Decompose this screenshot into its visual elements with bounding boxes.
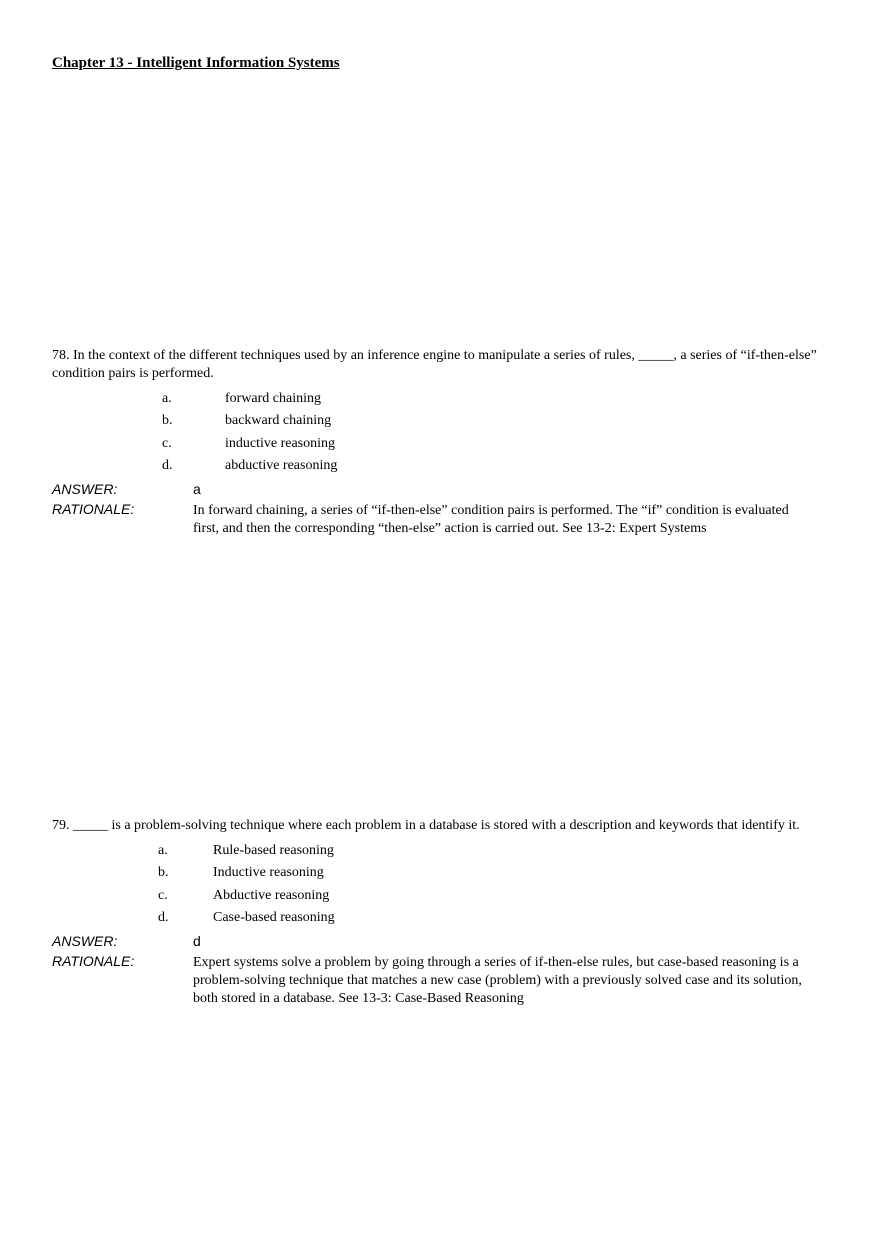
option-text: inductive reasoning — [225, 435, 336, 451]
option-text: abductive reasoning — [225, 458, 338, 474]
option-row-a — [52, 840, 828, 862]
chapter-title: Chapter 13 - Intelligent Information Systems — [52, 55, 340, 71]
answer-value: d — [193, 932, 201, 949]
option-text: Case-based reasoning — [213, 910, 335, 926]
option-text: Rule-based reasoning — [213, 843, 334, 858]
option-letter: a. — [162, 391, 172, 406]
option-row-c — [52, 885, 828, 907]
answer-label: ANSWER: — [52, 932, 118, 949]
option-letter: c. — [162, 435, 172, 451]
option-letter: b. — [158, 865, 169, 881]
rationale-row — [52, 500, 828, 538]
answer-row — [52, 478, 828, 500]
question-text — [52, 347, 828, 383]
question-block-79 — [52, 817, 828, 1008]
option-text: Inductive reasoning — [213, 865, 324, 881]
option-letter: c. — [158, 887, 168, 903]
rationale-label: RATIONALE: — [52, 952, 135, 969]
options-list — [52, 388, 828, 478]
answer-label: ANSWER: — [52, 480, 118, 497]
rationale-row — [52, 952, 828, 1008]
option-letter: d. — [158, 910, 169, 926]
rationale-text: In forward chaining, a series of “if-then-else” condition pairs is performed. The “if” condition is evaluated first, and then the corresponding “then-else” action is carried out. See 13-2: Expert Systems — [193, 502, 789, 536]
rationale-label: RATIONALE: — [52, 500, 135, 517]
option-letter: b. — [162, 413, 173, 429]
option-letter: d. — [162, 458, 173, 474]
rationale-text: Expert systems solve a problem by going through a series of if-then-else rules, but case-based reasoning is a problem-solving technique that matches a new case (problem) with a previously solved case and its solution, both stored in a database. See 13-3: Case-Based Reasoning — [193, 954, 802, 1006]
option-row-c — [52, 433, 828, 455]
question-text — [52, 817, 828, 835]
options-list — [52, 840, 828, 930]
question-body: In the context of the different techniques used by an inference engine to manipulate a series of rules, _____, a series of “if-then-else” condition pairs is performed. — [52, 348, 817, 381]
option-row-b — [52, 410, 828, 432]
option-letter: a. — [158, 843, 168, 858]
option-row-b — [52, 862, 828, 884]
option-text: backward chaining — [225, 413, 332, 429]
option-row-a — [52, 388, 828, 410]
answer-value: a — [193, 480, 201, 497]
option-text: forward chaining — [225, 391, 322, 406]
option-row-d — [52, 907, 828, 929]
answer-row — [52, 930, 828, 952]
question-block-78 — [52, 347, 828, 538]
question-number: 78. — [52, 348, 70, 363]
option-row-d — [52, 455, 828, 477]
question-number: 79. — [52, 818, 70, 833]
option-text: Abductive reasoning — [213, 887, 330, 903]
question-body: _____ is a problem-solving technique where each problem in a database is stored with a description and keywords that identify it. — [73, 818, 800, 833]
